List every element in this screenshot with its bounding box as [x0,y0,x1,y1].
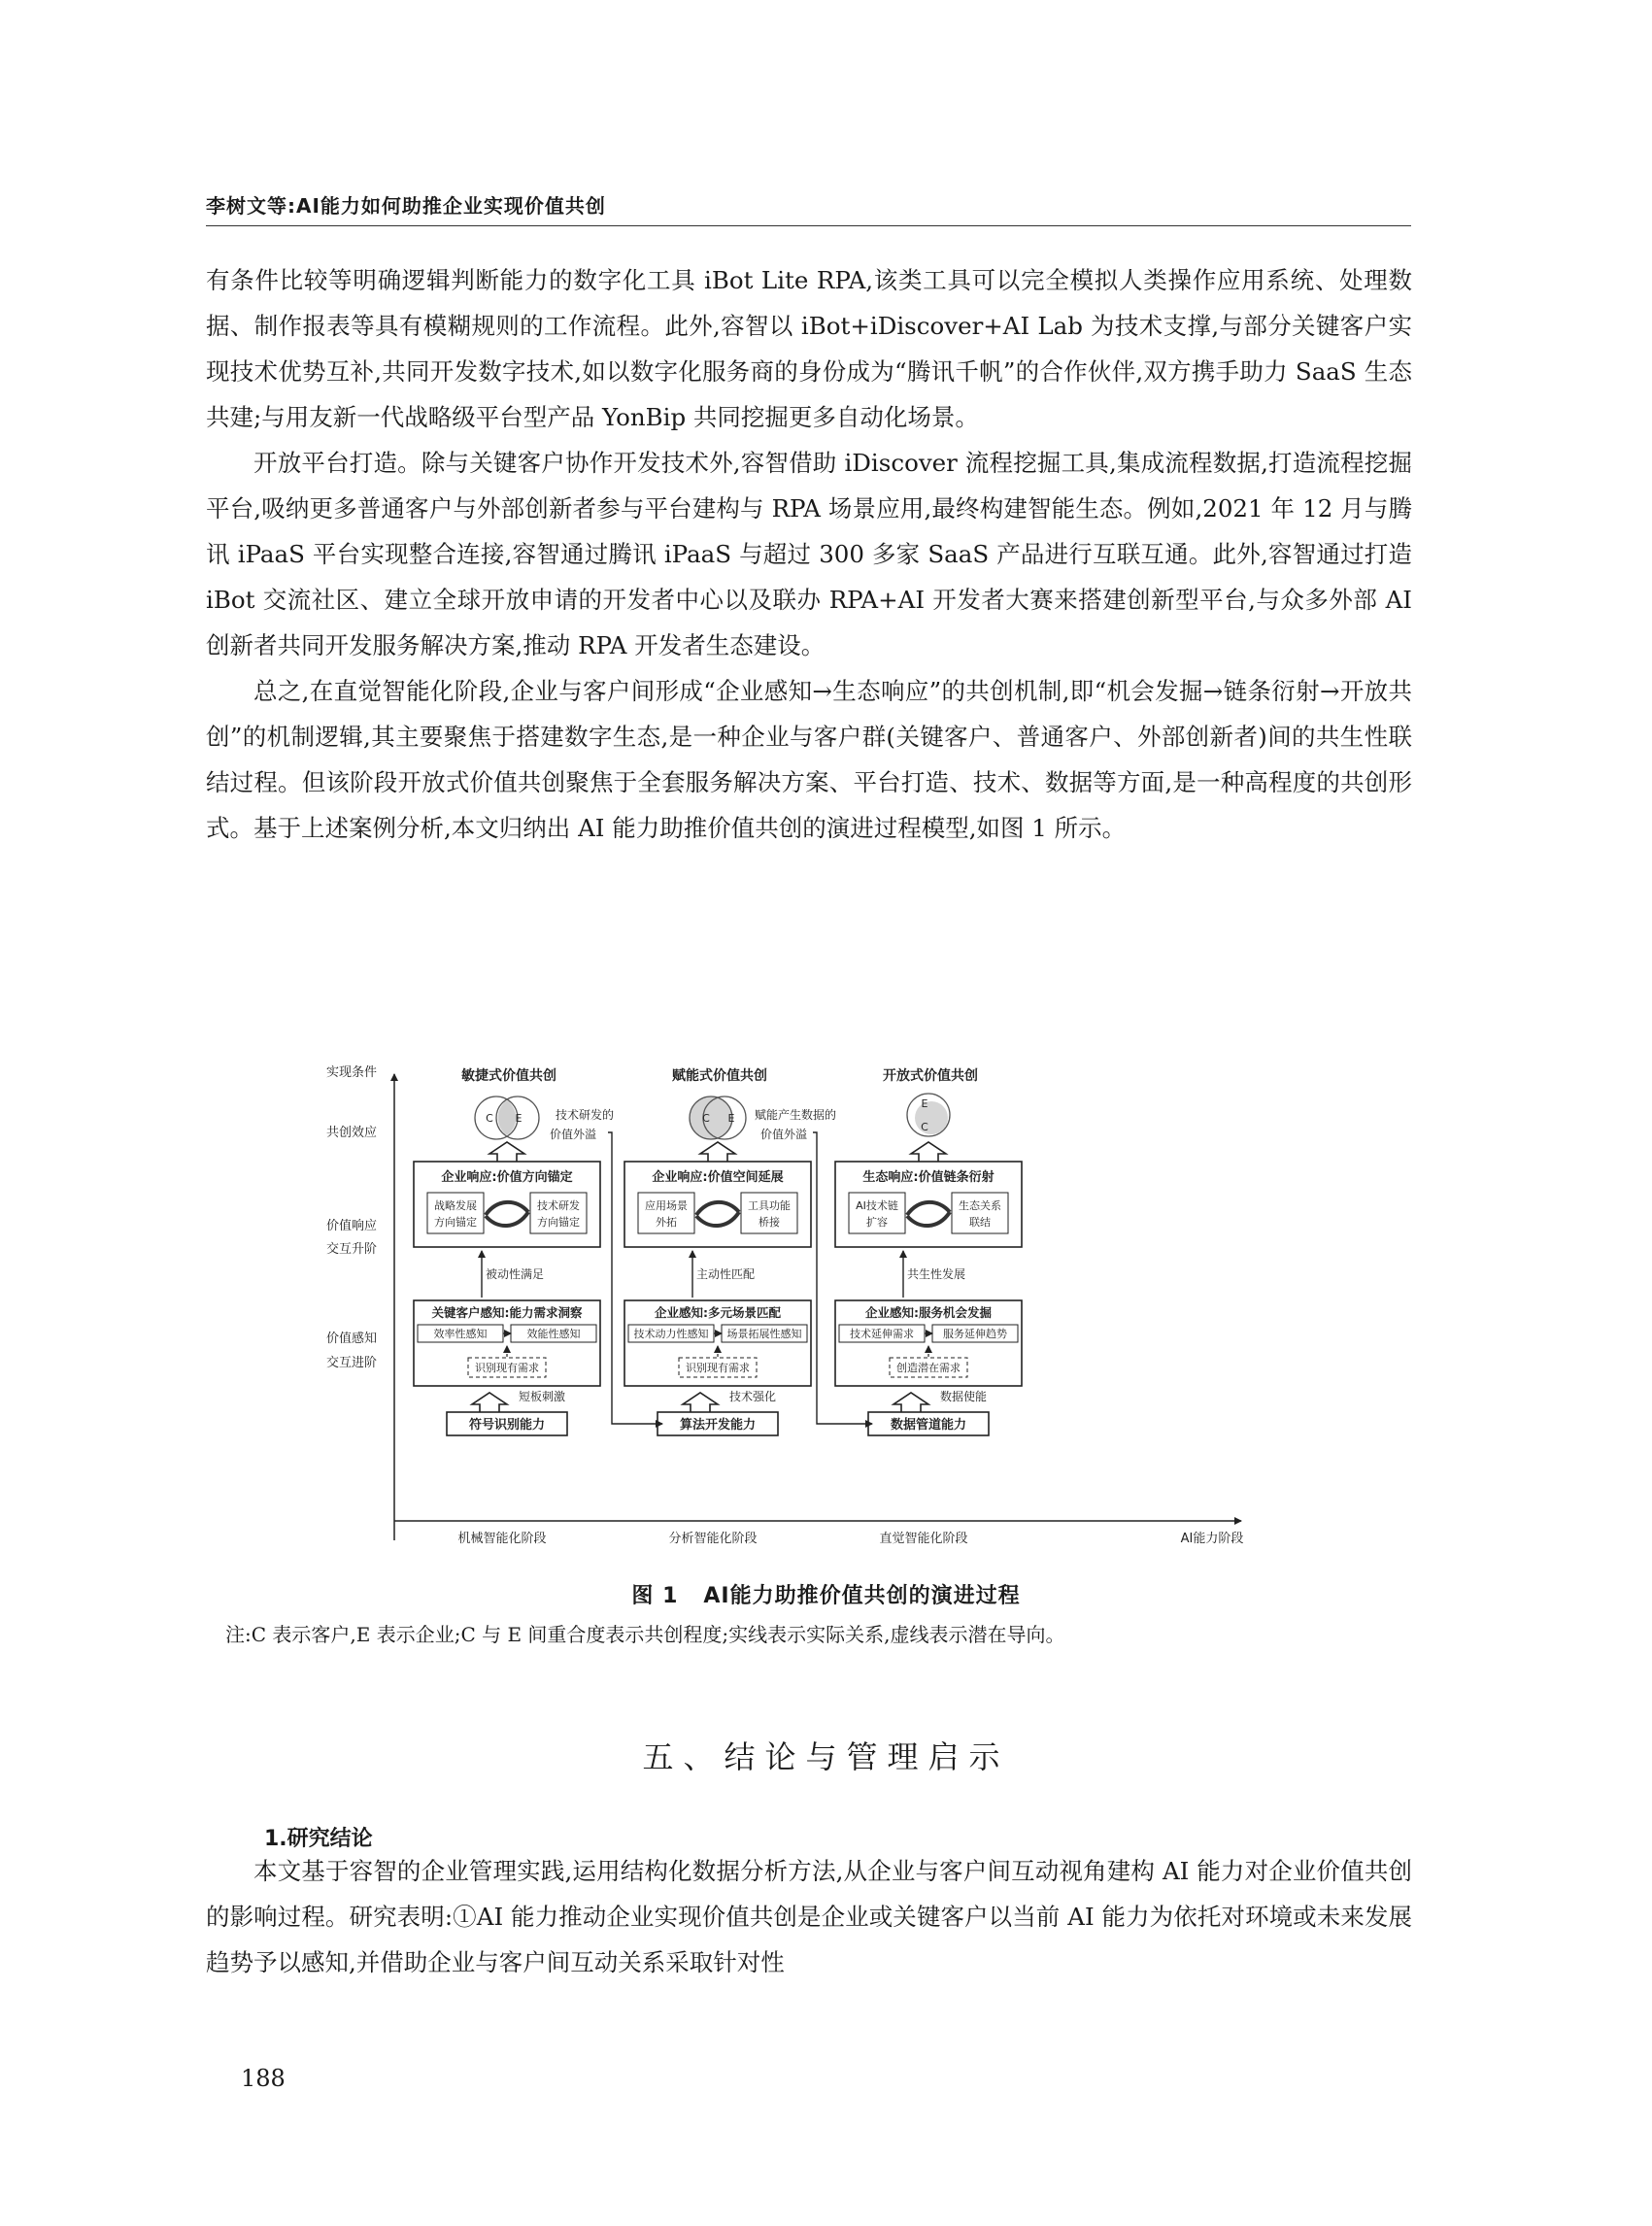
response-left-text: 方向锚定 [434,1216,477,1229]
capability-text-3: 数据管道能力 [890,1418,967,1433]
arrow-to-cocreation [700,1142,735,1162]
perception-right-text: 效能性感知 [526,1328,581,1340]
capability-text-1: 符号识别能力 [468,1418,546,1433]
driver-label-1: 短板刺激 [518,1390,566,1403]
circle-e-label: E [727,1112,735,1125]
response-right-text: 生态关系 [959,1199,1001,1212]
arrow-to-cocreation [911,1142,946,1162]
figure-1 [309,1057,1319,1548]
spillover-label: 价值外溢 [549,1128,597,1141]
response-right-text: 联结 [969,1216,991,1229]
response-left-text: AI技术链 [856,1199,898,1212]
y-axis-label: 交互升阶 [325,1242,378,1257]
response-right-text: 工具功能 [748,1199,791,1212]
demand-text-3: 创造潜在需求 [896,1362,961,1374]
perception-left-text: 技术延伸需求 [850,1328,914,1340]
response-right-text: 方向锚定 [537,1216,580,1229]
response-title-2: 企业响应:价值空间延展 [652,1170,784,1185]
driver-arrow [472,1393,507,1412]
response-right-text: 桥接 [759,1216,780,1229]
cocreation-title-2: 赋能式价值共创 [672,1068,767,1084]
circle-c-label: C [921,1121,928,1133]
y-axis-label: 实现条件 [325,1065,378,1080]
circle-c-label: C [702,1112,710,1125]
circle-e-label: E [515,1112,523,1125]
stage-name-2: 分析智能化阶段 [668,1532,758,1546]
y-axis-label: 价值响应 [325,1219,378,1233]
response-right-text: 技术研发 [537,1199,580,1212]
perception-title-2: 企业感知:多元场景匹配 [655,1305,781,1320]
figure-title: AI能力助推价值共创的演进过程 [703,1584,1021,1608]
section-title: 五、结论与管理启示 [642,1738,1010,1775]
link-label-3: 共生性发展 [906,1267,966,1281]
driver-label-2: 技术强化 [728,1390,777,1403]
circle-customer [690,1096,732,1139]
response-title-1: 企业响应:价值方向锚定 [441,1170,573,1185]
arrow-to-cocreation [489,1142,524,1162]
y-axis-label: 共创效应 [325,1126,378,1140]
circle-customer [915,1101,948,1134]
capability-text-2: 算法开发能力 [679,1418,757,1433]
driver-arrow [683,1393,718,1412]
perception-title-1: 关键客户感知:能力需求洞察 [431,1305,583,1320]
body-text-top [206,257,1412,851]
paragraph-2: 开放平台打造。除与关键客户协作开发技术外,容智借助 iDiscover 流程挖掘工具,集成流程数据,打造流程挖掘平台,吸纳更多普通客户与外部创新者参与平台建构与 RPA 场景应用,最终构建智能生态。例如,2021 年 12 月与腾讯 iPaaS 平台实现整合连接,容智通过腾讯 iPaaS 与超过 300 多家 SaaS 产品进行互联互通。此外,容智通过打造 iBot 交流社区、建立全球开放申请的开发者中心以及联办 RPA+AI 开发者大赛来搭建创新型平台,与众多外部 AI 创新者共同开发服务解决方案,推动 RPA 开发者生态建设。 [206,449,1412,659]
response-title-3: 生态响应:价值链条衍射 [862,1170,995,1185]
perception-title-3: 企业感知:服务机会发掘 [865,1305,992,1320]
response-left-text: 外拓 [656,1216,677,1229]
link-label-1: 被动性满足 [485,1267,545,1281]
figure-caption [0,1579,1652,1609]
header-rule [206,225,1411,226]
perception-left-text: 技术动力性感知 [633,1328,709,1340]
perception-right-text: 服务延伸趋势 [943,1328,1007,1340]
cocreation-title-1: 敏捷式价值共创 [461,1068,556,1084]
demand-text-2: 识别现有需求 [686,1362,750,1374]
page-number: 188 [241,2065,286,2092]
perception-left-text: 效率性感知 [433,1328,488,1340]
running-title: 李树文等:AI能力如何助推企业实现价值共创 [206,194,606,218]
cocreation-title-3: 开放式价值共创 [883,1068,978,1084]
spillover-label: 赋能产生数据的 [754,1108,837,1122]
demand-text-1: 识别现有需求 [475,1362,539,1374]
response-left-text: 战略发展 [434,1199,477,1212]
y-axis-label: 交互进阶 [325,1356,378,1370]
figure-note: 注:C 表示客户,E 表示企业;C 与 E 间重合度表示共创程度;实线表示实际关系,虚线表示潜在导向。 [225,1623,1065,1646]
spillover-label: 技术研发的 [555,1108,615,1122]
x-axis-label: AI能力阶段 [1180,1532,1244,1546]
circle-c-label: C [486,1112,493,1125]
stage-name-1: 机械智能化阶段 [457,1532,547,1546]
driver-label-3: 数据使能 [939,1390,988,1403]
paragraph-4: 本文基于容智的企业管理实践,运用结构化数据分析方法,从企业与客户间互动视角建构 AI 能力对企业价值共创的影响过程。研究表明:①AI 能力推动企业实现价值共创是企业或关键客户以当前 AI 能力为依托对环境或未来发展趋势予以感知,并借助企业与客户间互动关系采取针对性 [206,1857,1412,1976]
link-label-2: 主动性匹配 [695,1267,756,1281]
paragraph-3: 总之,在直觉智能化阶段,企业与客户间形成“企业感知→生态响应”的共创机制,即“机会发掘→链条衍射→开放共创”的机制逻辑,其主要聚焦于搭建数字生态,是一种企业与客户群(关键客户、普通客户、外部创新者)间的共生性联结过程。但该阶段开放式价值共创聚焦于全套服务解决方案、平台打造、技术、数据等方面,是一种高程度的共创形式。基于上述案例分析,本文归纳出 AI 能力助推价值共创的演进过程模型,如图 1 所示。 [206,677,1412,842]
figure-label: 图 1 [631,1584,679,1608]
body-text-bottom [206,1848,1412,1985]
perception-right-text: 场景拓展性感知 [726,1328,802,1340]
stage-name-3: 直觉智能化阶段 [879,1532,968,1546]
y-axis-label: 价值感知 [325,1332,378,1346]
subsection-title: 1.研究结论 [264,1827,373,1851]
spillover-label: 价值外溢 [759,1128,808,1141]
driver-arrow [893,1393,928,1412]
response-left-text: 应用场景 [645,1199,688,1212]
evolution-diagram [309,1057,1319,1548]
circle-e-label: E [921,1097,928,1110]
paragraph-1: 有条件比较等明确逻辑判断能力的数字化工具 iBot Lite RPA,该类工具可以完全模拟人类操作应用系统、处理数据、制作报表等具有模糊规则的工作流程。此外,容智以 iBot+iDiscover+AI Lab 为技术支撑,与部分关键客户实现技术优势互补,共同开发数字技术,如以数字化服务商的身份成为“腾讯千帆”的合作伙伴,双方携手助力 SaaS 生态共建;与用友新一代战略级平台型产品 YonBip 共同挖掘更多自动化场景。 [206,266,1412,431]
response-left-text: 扩容 [866,1216,888,1229]
